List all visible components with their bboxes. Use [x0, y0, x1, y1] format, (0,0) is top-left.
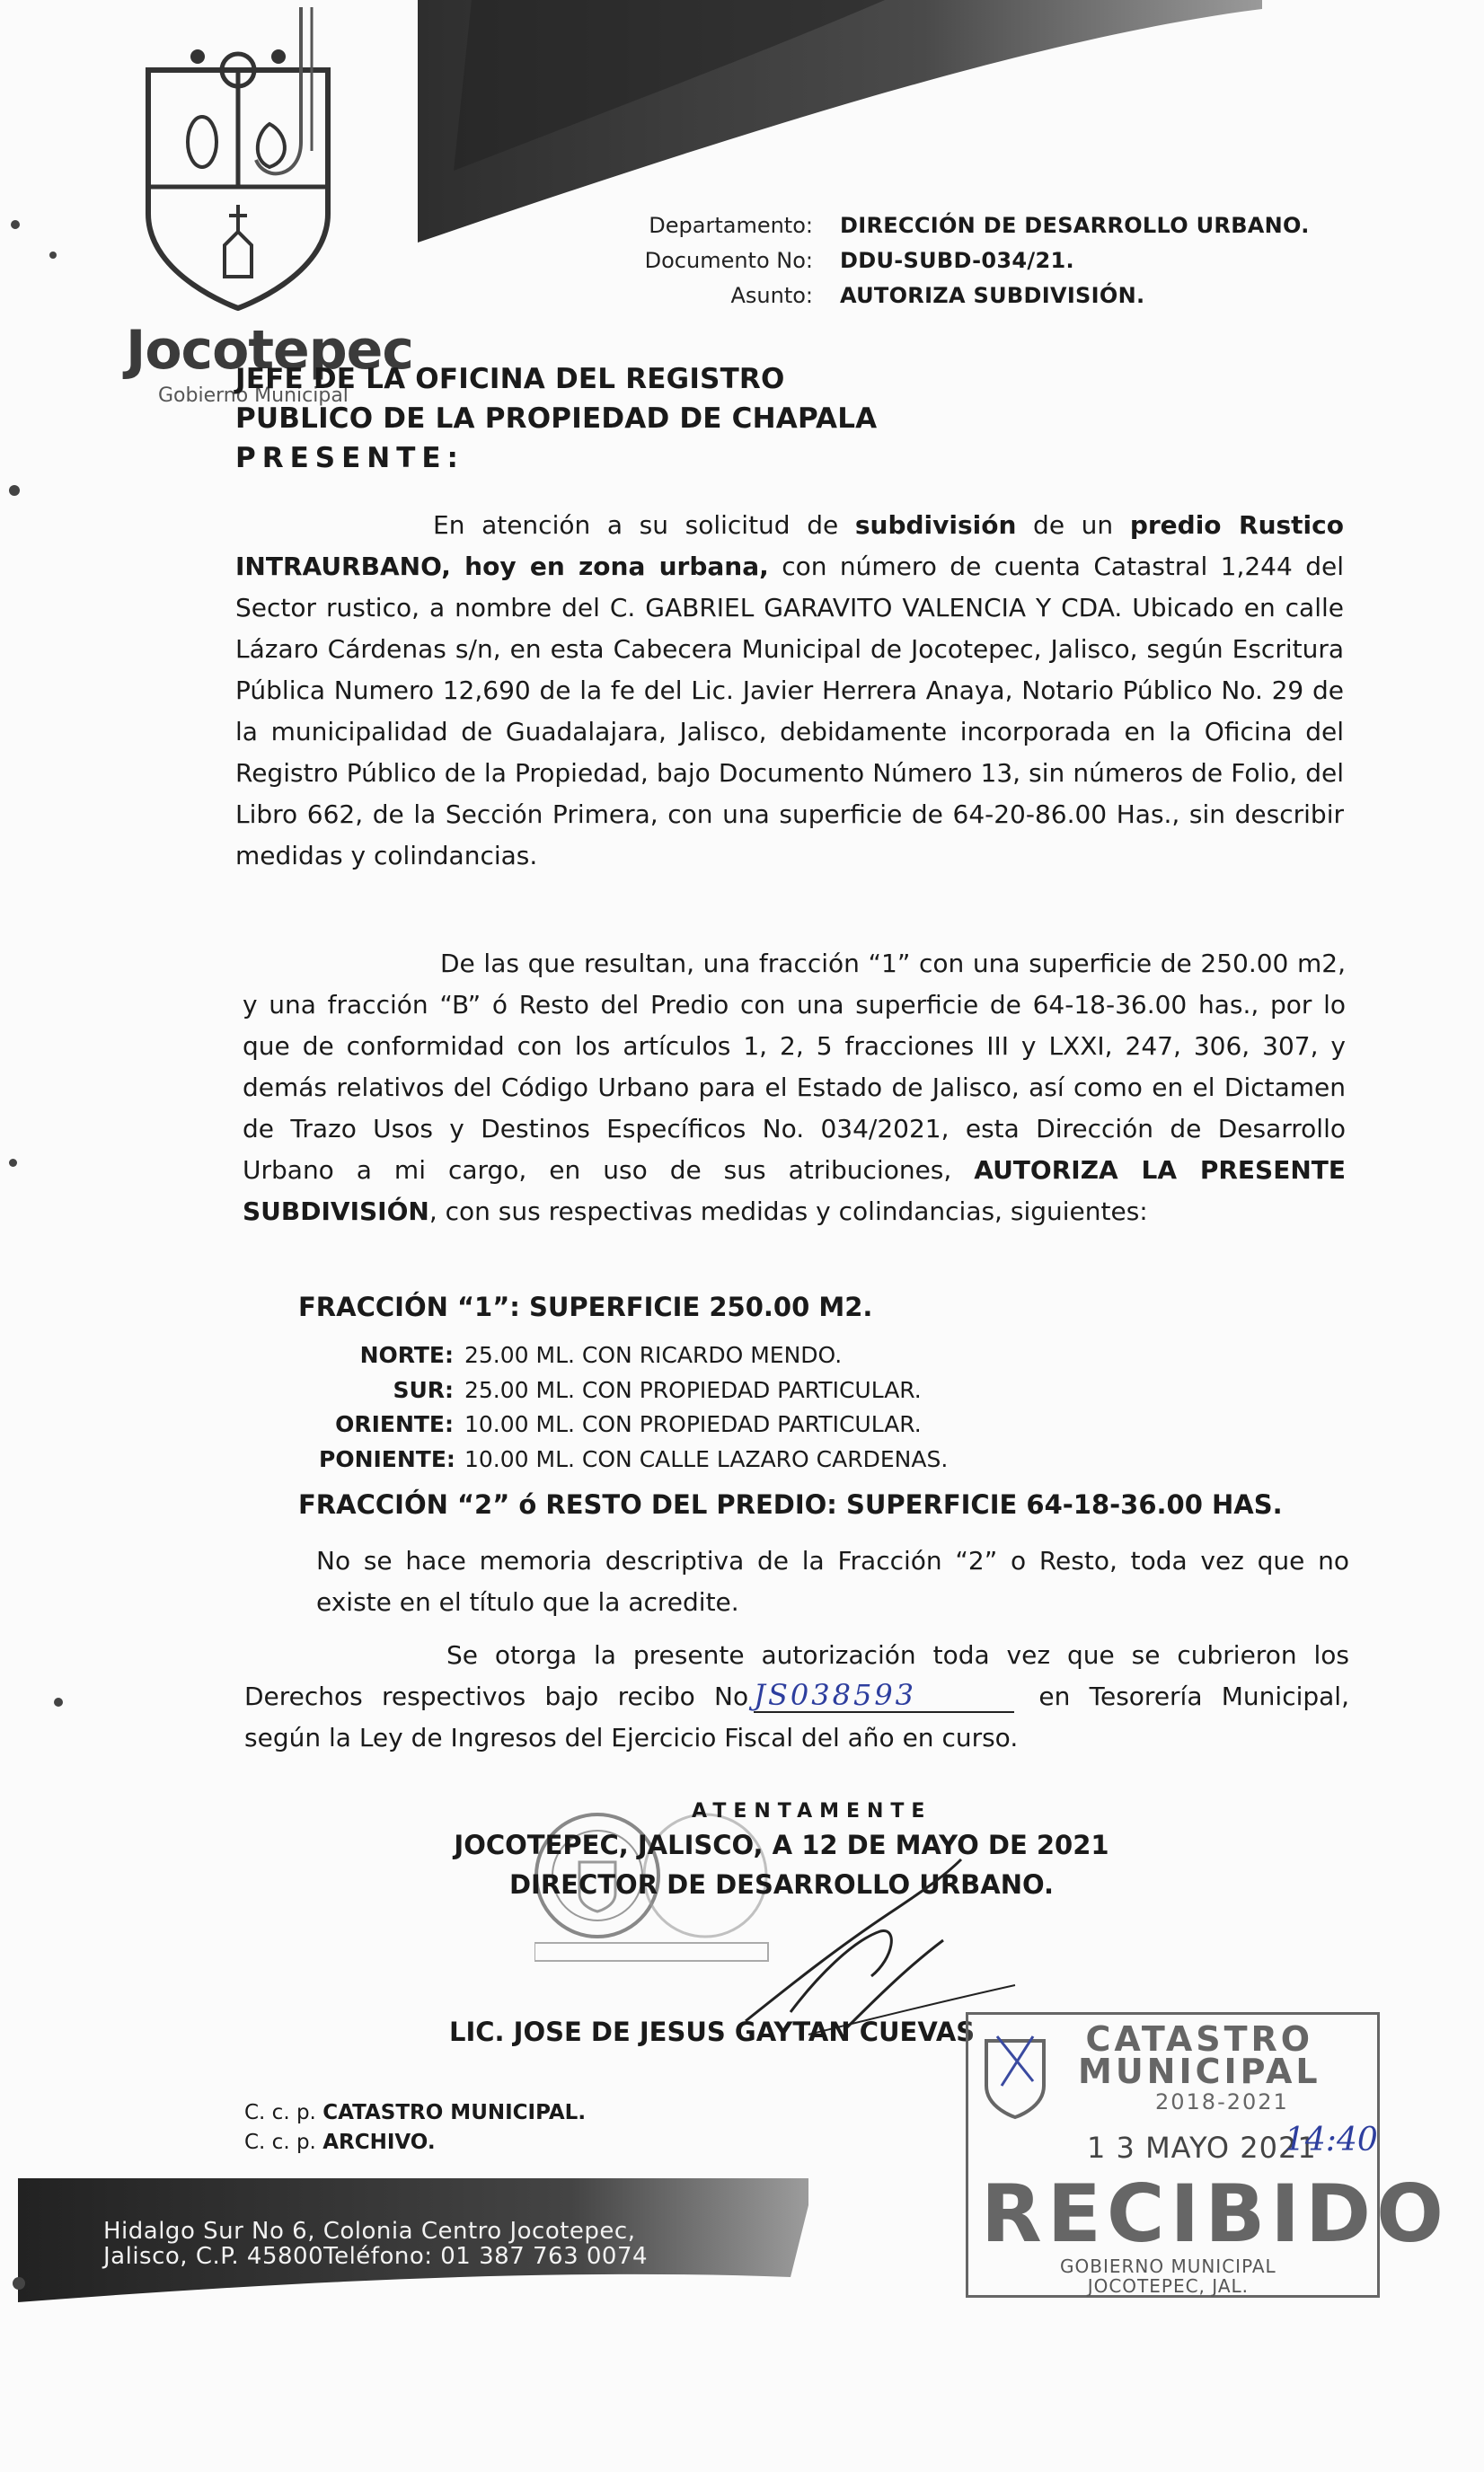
text-run-bold: AUTORIZA LA PRESENTE SUBDIVISIÓN: [243, 1155, 1346, 1226]
boundary-label: NORTE:: [359, 1342, 454, 1368]
addressee-presente: PRESENTE:: [235, 442, 464, 474]
boundary-value: 25.00 ML. CON PROPIEDAD PARTICULAR.: [464, 1376, 922, 1403]
scan-speck: [9, 485, 20, 496]
meta-label: Departamento:: [649, 213, 813, 238]
footer-line: Hidalgo Sur No 6, Colonia Centro Jocotepec,: [103, 2218, 636, 2245]
brand-subtitle: Gobierno Municipal: [158, 384, 349, 407]
boundary-row: [319, 1373, 948, 1408]
boundary-value: 10.00 ML. CON CALLE LAZARO CARDENAS.: [464, 1445, 949, 1472]
copies-list: [244, 2098, 586, 2158]
boundary-label: ORIENTE:: [335, 1411, 454, 1437]
scan-speck: [11, 220, 20, 229]
meta-label: Asunto:: [730, 283, 813, 308]
text-run-bold: subdivisión: [854, 510, 1017, 540]
stamp-title-line: CATASTRO: [1085, 2019, 1314, 2059]
scan-speck: [13, 2277, 25, 2290]
body-paragraph-1: [235, 505, 1344, 877]
stamp-government: [1060, 2256, 1276, 2296]
text-run: en Tesorería Municipal, según la Ley de Ingresos del Ejercicio Fiscal del año en curso.: [244, 1682, 1349, 1752]
meta-label: Documento No:: [644, 248, 813, 273]
receipt-number-handwritten: JS038593: [754, 1679, 1014, 1713]
text-run: de un: [1016, 510, 1130, 540]
meta-document-no: [620, 243, 1310, 278]
scan-speck: [49, 252, 57, 259]
boundary-row: [319, 1443, 948, 1478]
document-meta: [620, 208, 1310, 313]
copy-recipient: CATASTRO MUNICIPAL.: [322, 2101, 587, 2124]
stamp-gov-line: GOBIERNO MUNICIPAL: [1060, 2256, 1276, 2277]
footer-address: [103, 2219, 648, 2269]
signer-name: LIC. JOSE DE JESUS GAYTAN CUEVAS: [449, 2017, 976, 2047]
copy-prefix: C. c. p.: [244, 2131, 316, 2154]
addressee: [235, 359, 877, 478]
stamp-title-line: MUNICIPAL: [1078, 2052, 1321, 2091]
stamp-date: 1 3 MAYO 2021: [1087, 2131, 1317, 2165]
text-run-bold: predio Rustico INTRAURBANO, hoy en zona urbana,: [235, 510, 1344, 581]
stamp-gov-line: JOCOTEPEC, JAL.: [1087, 2275, 1249, 2297]
closing-atentamente: ATENTAMENTE: [692, 1800, 932, 1823]
boundary-row: [319, 1408, 948, 1443]
meta-subject: [620, 278, 1310, 313]
handwritten-signature: [737, 1850, 1024, 2039]
footer-line: Jalisco, C.P. 45800Teléfono: 01 387 763 0074: [103, 2243, 649, 2270]
stamp-shield-icon: [979, 2032, 1051, 2122]
meta-value: DIRECCIÓN DE DESARROLLO URBANO.: [840, 213, 1310, 238]
copy-line: [244, 2128, 586, 2158]
fraccion-2-text: No se hace memoria descriptiva de la Fracción “2” o Resto, toda vez que no existe en el título que la acredite.: [316, 1546, 1349, 1617]
text-run: Se otorga la presente autorización toda vez que se cubrieron los Derechos respectivos bajo recibo No: [244, 1640, 1349, 1711]
copy-recipient: ARCHIVO.: [322, 2131, 436, 2154]
fraccion-1-boundaries: [319, 1338, 948, 1477]
closing-position: DIRECTOR DE DESARROLLO URBANO.: [508, 1869, 1055, 1900]
stamp-recibido: RECIBIDO: [981, 2167, 1449, 2260]
fraccion-2-title: FRACCIÓN “2” ó RESTO DEL PREDIO: SUPERFICIE 64-18-36.00 HAS.: [298, 1489, 1283, 1520]
body-paragraph-4: [244, 1635, 1349, 1759]
scan-speck: [54, 1698, 63, 1707]
text-run: De las que resultan, una fracción “1” con una superficie de 250.00 m2, y una fracción “B” ó Resto del Predio con una superficie de 64-18-36.00 has., por lo que de conformidad con los artículos 1, 2, 5 fracciones III y LXXI, 247, 306, 307, y demás relativos del Código Urbano para el Estado de Jalisco, así como en el Dictamen de Trazo Usos y Destinos Específicos No. 034/2021, esta Dirección de Desarrollo Urbano a mi cargo, en uso de sus atribuciones,: [243, 949, 1346, 1185]
boundary-row: [319, 1338, 948, 1373]
closing-city-date: JOCOTEPEC, JALISCO, A 12 DE MAYO DE 2021: [454, 1830, 1109, 1860]
meta-department: [620, 208, 1310, 243]
fraccion-1-title: FRACCIÓN “1”: SUPERFICIE 250.00 M2.: [298, 1292, 873, 1322]
text-run: En atención a su solicitud de: [433, 510, 855, 540]
text-run: con número de cuenta Catastral 1,244 del Sector rustico, a nombre del C. GABRIEL GARAVITO VALENCIA Y CDA. Ubicado en calle Lázaro Cárdenas s/n, en esta Cabecera Municipal de Jocotepec, Jalisco, según Escritura Pública Numero 12,690 de la fe del Lic. Javier Herrera Anaya, Notario Público No. 29 de la municipalidad de Guadalajara, Jalisco, debidamente incorporada en la Oficina del Registro Público de la Propiedad, bajo Documento Número 13, sin números de Folio, del Libro 662, de la Sección Primera, con una superficie de 64-20-86.00 Has., sin describir medidas y colindancias.: [235, 552, 1344, 870]
header-decorative-band: [418, 0, 1262, 243]
stamp-years: 2018-2021: [1155, 2089, 1289, 2114]
copy-line: [244, 2098, 586, 2128]
boundary-value: 10.00 ML. CON PROPIEDAD PARTICULAR.: [464, 1411, 922, 1437]
scan-speck: [9, 1159, 17, 1167]
boundary-label: PONIENTE:: [319, 1445, 455, 1472]
municipal-logo: [121, 7, 355, 335]
addressee-line: PUBLICO DE LA PROPIEDAD DE CHAPALA: [235, 402, 878, 435]
body-paragraph-2: [243, 943, 1346, 1232]
stamp-time-handwritten: 14:40: [1285, 2122, 1378, 2159]
stamp-title: [1078, 2019, 1321, 2091]
meta-value: DDU-SUBD-034/21.: [840, 248, 1074, 273]
addressee-line: JEFE DE LA OFICINA DEL REGISTRO: [235, 363, 785, 395]
brand-name: Jocotepec: [126, 319, 413, 382]
copy-prefix: C. c. p.: [244, 2101, 316, 2124]
boundary-label: SUR:: [393, 1376, 454, 1403]
boundary-value: 25.00 ML. CON RICARDO MENDO.: [464, 1342, 843, 1368]
text-run: , con sus respectivas medidas y colindancias, siguientes:: [428, 1196, 1148, 1226]
meta-value: AUTORIZA SUBDIVISIÓN.: [840, 283, 1145, 308]
